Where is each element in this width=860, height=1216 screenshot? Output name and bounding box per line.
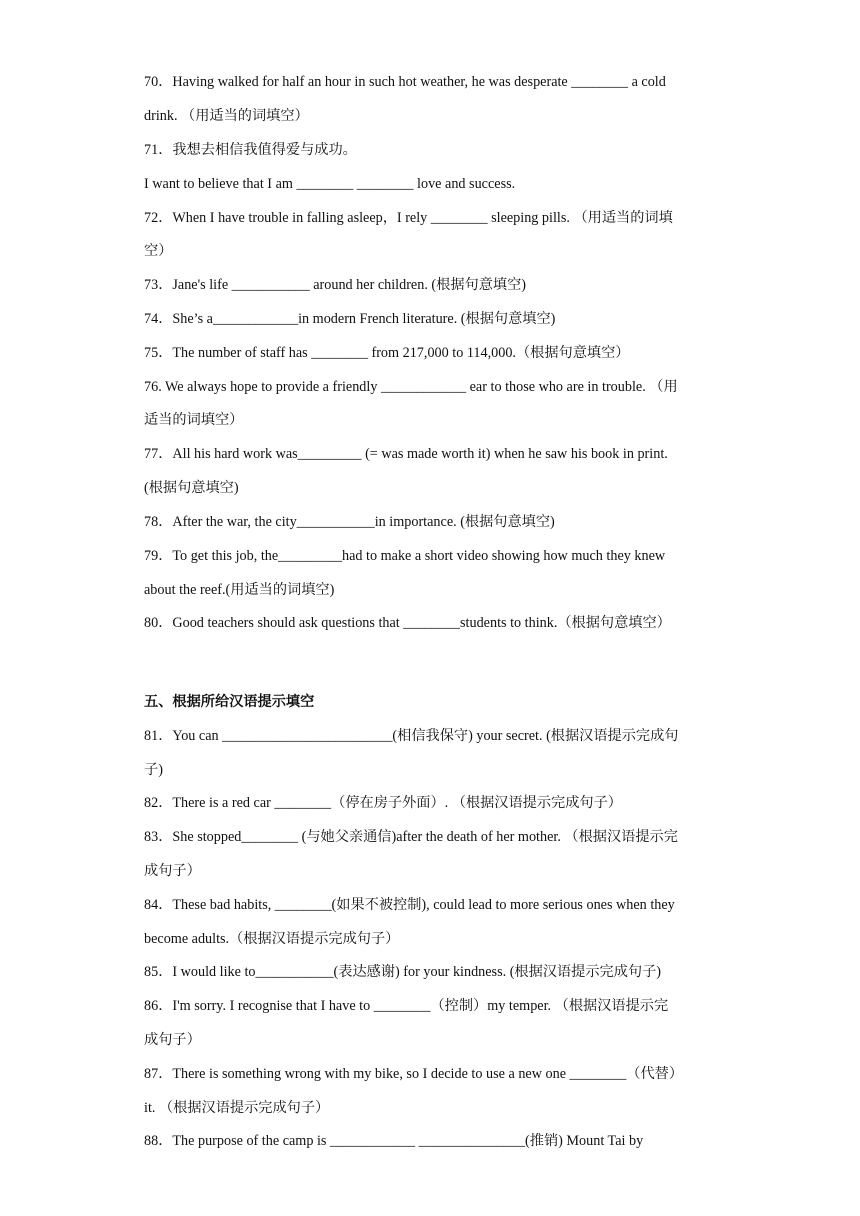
- question-84-line-2: become adults.（根据汉语提示完成句子）: [144, 931, 400, 947]
- question-76-line-2: 适当的词填空）: [144, 412, 244, 428]
- question-74: 74．She’s a____________in modern French literature. (根据句意填空): [144, 311, 556, 327]
- question-78: 78．After the war, the city___________in importance. (根据句意填空): [144, 514, 555, 530]
- question-70-line-1: 70．Having walked for half an hour in such hot weather, he was desperate ________ a cold: [144, 74, 666, 90]
- question-73: 73．Jane's life ___________ around her children. (根据句意填空): [144, 277, 526, 293]
- question-79-line-1: 79．To get this job, the_________had to make a short video showing how much they knew: [144, 548, 666, 564]
- question-71-line-2: I want to believe that I am ________ ________ love and success.: [144, 176, 516, 192]
- question-87-line-2: it. （根据汉语提示完成句子）: [144, 1100, 330, 1116]
- question-86-line-2: 成句子）: [144, 1032, 201, 1048]
- question-83-line-2: 成句子）: [144, 863, 201, 879]
- question-76-line-1: 76. We always hope to provide a friendly ____________ ear to those who are in trouble. （用: [144, 379, 678, 395]
- question-79-line-2: about the reef.(用适当的词填空): [144, 582, 335, 598]
- question-83-line-1: 83．She stopped________ (与她父亲通信)after the death of her mother. （根据汉语提示完: [144, 829, 678, 845]
- question-81-line-2: 子): [144, 762, 163, 778]
- question-85: 85．I would like to___________(表达感谢) for your kindness. (根据汉语提示完成句子): [144, 964, 662, 980]
- question-86-line-1: 86．I'm sorry. I recognise that I have to ________（控制）my temper. （根据汉语提示完: [144, 998, 669, 1014]
- question-72-line-1: 72．When I have trouble in falling asleep，I rely ________ sleeping pills. （用适当的词填: [144, 210, 673, 226]
- question-77-line-2: (根据句意填空): [144, 480, 239, 496]
- question-75: 75．The number of staff has ________ from 217,000 to 114,000.（根据句意填空）: [144, 345, 630, 361]
- question-84-line-1: 84．These bad habits, ________(如果不被控制), could lead to more serious ones when they: [144, 897, 675, 913]
- question-71-line-1: 71．我想去相信我值得爱与成功。: [144, 142, 357, 158]
- question-82: 82．There is a red car ________（停在房子外面）. （根据汉语提示完成句子）: [144, 795, 622, 811]
- question-80: 80．Good teachers should ask questions that ________students to think.（根据句意填空）: [144, 615, 671, 631]
- question-72-line-2: 空）: [144, 243, 173, 259]
- question-77-line-1: 77．All his hard work was_________ (= was made worth it) when he saw his book in print.: [144, 446, 668, 462]
- section-heading: 五、根据所给汉语提示填空: [144, 694, 315, 710]
- question-70-line-2: drink. （用适当的词填空）: [144, 108, 309, 124]
- question-88-line-1: 88．The purpose of the camp is ____________ _______________(推销) Mount Tai by: [144, 1133, 644, 1149]
- question-81-line-1: 81．You can ________________________(相信我保守) your secret. (根据汉语提示完成句: [144, 728, 679, 744]
- question-87-line-1: 87．There is something wrong with my bike, so I decide to use a new one ________（代替）: [144, 1066, 684, 1082]
